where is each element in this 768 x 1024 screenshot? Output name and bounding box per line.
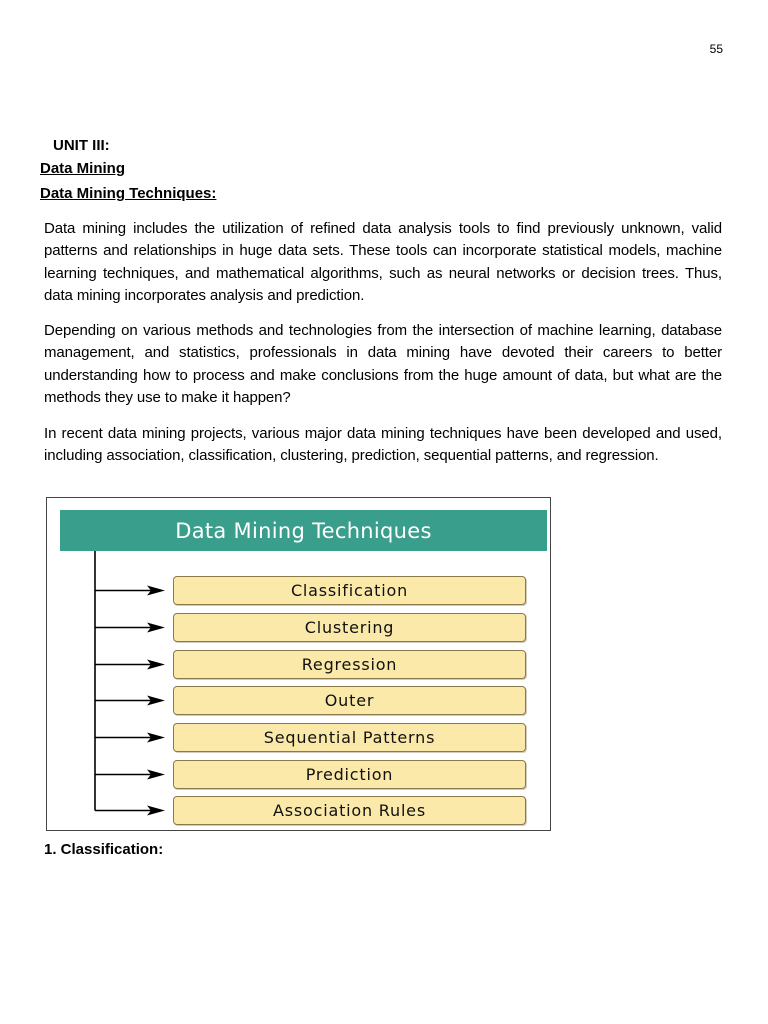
technique-prediction: Prediction <box>173 760 526 789</box>
unit-heading: UNIT III: <box>53 137 110 154</box>
technique-sequential-patterns: Sequential Patterns <box>173 723 526 752</box>
technique-regression: Regression <box>173 650 526 679</box>
diagram-title-banner: Data Mining Techniques <box>60 510 547 551</box>
technique-clustering: Clustering <box>173 613 526 642</box>
paragraph-techniques: In recent data mining projects, various major data mining techniques have been developed and used, including association, classification, clustering, prediction, sequential patterns, and regression. <box>44 425 722 465</box>
section-title: Data Mining <box>40 160 125 177</box>
subsection-title: Data Mining Techniques: <box>40 185 217 202</box>
techniques-diagram <box>46 497 551 831</box>
classification-heading: 1. Classification: <box>44 841 164 858</box>
technique-association-rules: Association Rules <box>173 796 526 825</box>
page-number: 55 <box>709 42 723 56</box>
technique-outer: Outer <box>173 686 526 715</box>
paragraph-intro: Data mining includes the utilization of refined data analysis tools to find previously unknown, valid patterns and relationships in huge data sets. These tools can incorporate statistical models, machine learning techniques, and mathematical algorithms, such as neural networks or decision trees. Thus, data mining incorporates analysis and prediction. <box>44 220 722 304</box>
paragraph-methods: Depending on various methods and technologies from the intersection of machine learning, database management, and statistics, professionals in data mining have devoted their careers to better understanding how to process and make conclusions from the huge amount of data, but what are the methods they use to make it happen? <box>44 322 722 406</box>
technique-classification: Classification <box>173 576 526 605</box>
